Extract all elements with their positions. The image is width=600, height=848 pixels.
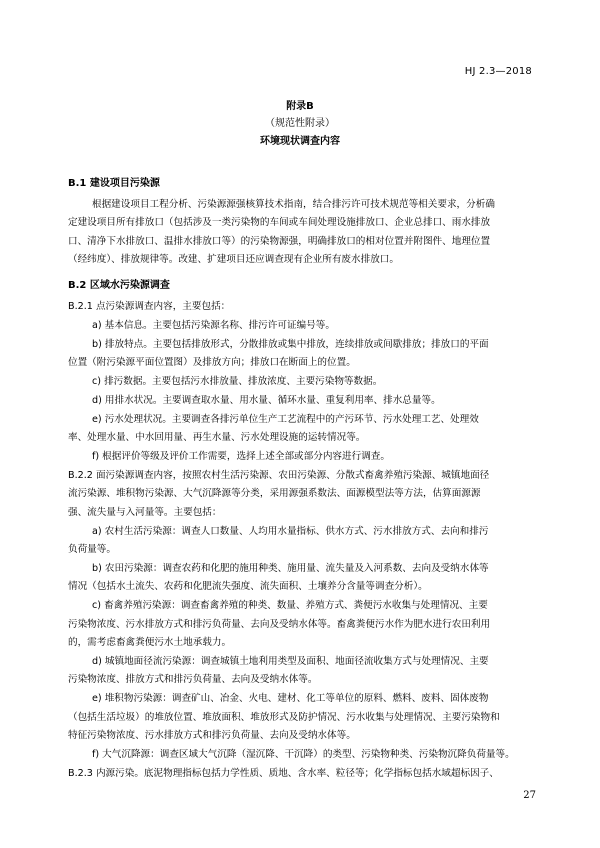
b2-line: 特征污染物浓度、污水排放方式和排污负荷量、去向及受纳水体等。	[68, 730, 356, 741]
b2-line: d) 城镇地面径流污染源：调查城镇土地利用类型及面积、地面径流收集方式与处理情况、主要	[92, 656, 489, 667]
b2-line: a) 基本信息。主要包括污染源名称、排污许可证编号等。	[92, 320, 335, 331]
b2-line: 污染物浓度、排放方式和排污负荷量、去向及受纳水体等。	[68, 674, 318, 685]
b2-line: 污染物浓度、污水排放方式和排污负荷量、去向及受纳水体等。畜禽粪便污水作为肥水进行农田利用	[68, 619, 491, 630]
appendix-nature: （规范性附录）	[265, 118, 335, 129]
b1-line: （经纬度）、排放规律等。改建、扩建项目还应调查现有企业所有废水排放口。	[68, 254, 399, 265]
b2-line: d) 用排水状况。主要调查取水量、用水量、循环水量、重复利用率、排水总量等。	[92, 395, 441, 406]
b1-line: 口、清净下水排放口、温排水排放口等）的污染物源强，明确排放口的相对位置并附图件、地理位置	[68, 236, 491, 247]
b2-line: e) 堆积物污染源：调查矿山、冶金、火电、建材、化工等单位的原料、燃料、废料、固体废物	[92, 693, 489, 704]
b2-line: c) 排污数据。主要包括污水排放量、排放浓度、主要污染物等数据。	[92, 376, 383, 387]
b2-line: 情况（包括水土流失、农药和化肥流失强度、流失面积、土壤养分含量等调查分析）。	[68, 581, 428, 592]
b2-line: （包括生活垃圾）的堆放位置、堆放面积、堆放形式及防护情况、污水收集与处理情况、主要污染物和	[68, 712, 500, 723]
section-heading-b1: B.1 建设项目污染源	[68, 178, 160, 189]
b2-line: 位置（附污染源平面位置图）及排放方向；排放口在断面上的位置。	[68, 357, 356, 368]
appendix-title: 环境现状调查内容	[260, 136, 340, 147]
b2-line: 负荷量等。	[68, 544, 116, 555]
b1-line: 根据建设项目工程分析、污染源源强核算技术指南，结合排污许可技术规范等相关要求，分析确	[92, 199, 495, 210]
b2-line: B.2.1 点污染源调查内容，主要包括：	[68, 301, 231, 312]
b2-line: f) 大气沉降源：调查区域大气沉降（湿沉降、干沉降）的类型、污染物种类、污染物沉降负荷量等。	[92, 749, 515, 760]
b2-line: B.2.3 内源污染。底泥物理指标包括力学性质、质地、含水率、粒径等；化学指标包括水域超标因子、	[68, 768, 499, 779]
b2-line: B.2.2 面污染源调查内容，按照农村生活污染源、农田污染源、分散式畜禽养殖污染源、城镇地面径	[68, 470, 490, 481]
b2-line: 的，需考虑畜禽粪便污水土地承载力。	[68, 637, 232, 648]
b2-line: b) 农田污染源：调查农药和化肥的施用种类、施用量、流失量及入河系数、去向及受纳水体等	[92, 563, 489, 574]
b2-line: e) 污水处理状况。主要调查各排污单位生产工艺流程中的产污环节、污水处理工艺、处理效	[92, 414, 479, 425]
appendix-label: 附录B	[286, 101, 314, 112]
b2-line: b) 排放特点。主要包括排放形式，分散排放或集中排放，连续排放或间歇排放；排放口的平面	[92, 339, 489, 350]
b2-line: 强、流失量与入河量等。主要包括：	[68, 507, 222, 518]
section-heading-b2: B.2 区域水污染源调查	[68, 280, 170, 291]
page-number: 27	[523, 790, 536, 801]
b2-line: c) 畜禽养殖污染源：调查畜禽养殖的种类、数量、养殖方式、粪便污水收集与处理情况、主要	[92, 600, 488, 611]
b2-line: 流污染源、堆积物污染源、大气沉降源等分类，采用源强系数法、面源模型法等方法，估算面源源	[68, 488, 481, 499]
standard-code: HJ 2.3—2018	[464, 66, 532, 77]
b2-line: a) 农村生活污染源：调查人口数量、人均用水量指标、供水方式、污水排放方式、去向和排污	[92, 526, 489, 537]
b2-line: 率、处理水量、中水回用量、再生水量、污水处理设施的运转情况等。	[68, 432, 366, 443]
b1-line: 定建设项目所有排放口（包括涉及一类污染物的车间或车间处理设施排放口、企业总排口、雨水排放	[68, 217, 491, 228]
b2-line: f) 根据评价等级及评价工作需要，选择上述全部或部分内容进行调查。	[92, 451, 390, 462]
